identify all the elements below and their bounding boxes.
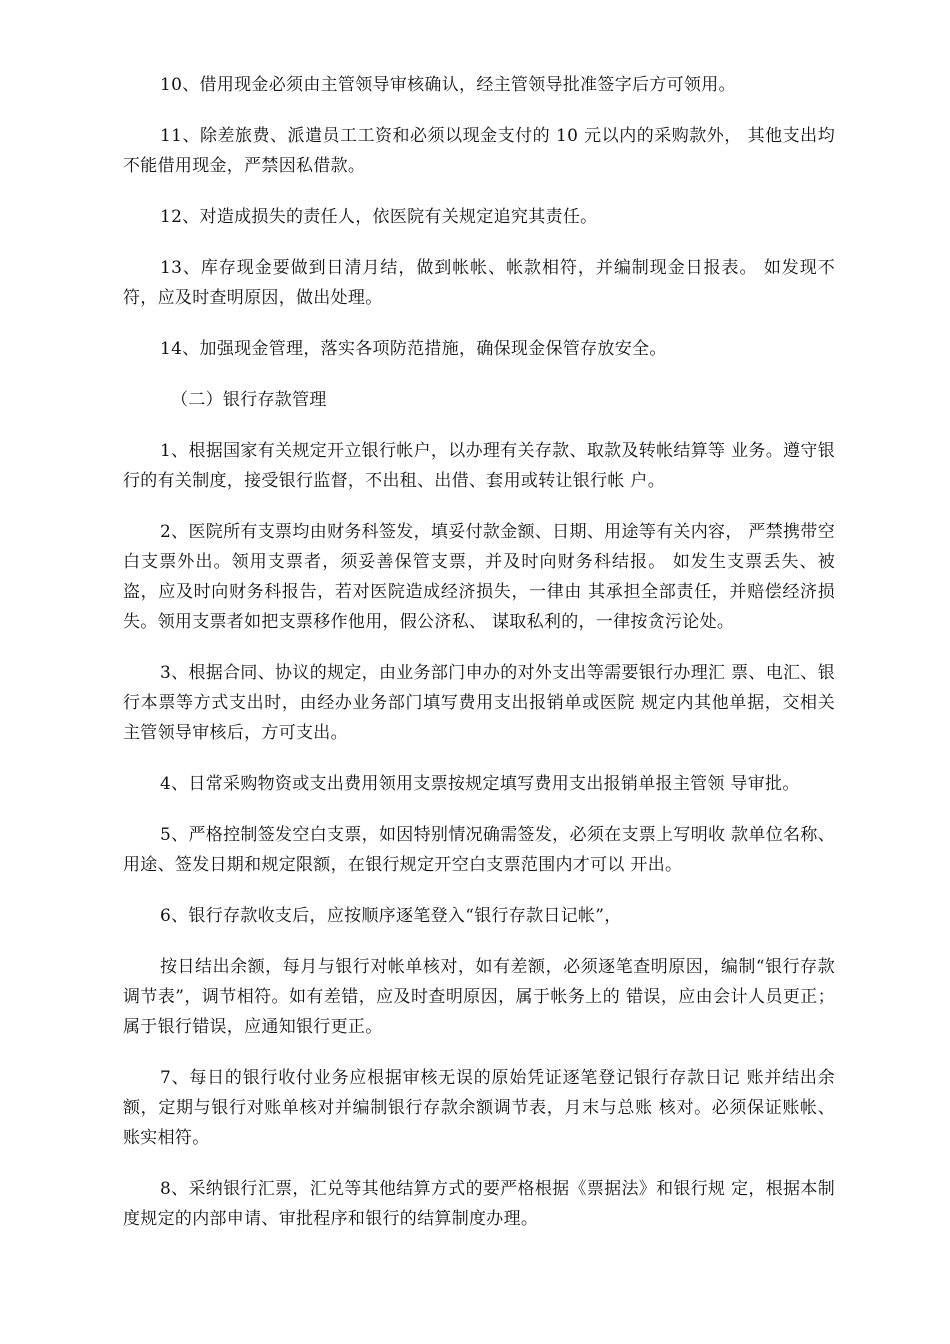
paragraph-bank-6-continued: 按日结出余额，每月与银行对帐单核对，如有差额，必须逐笔查明原因，编制“银行存款调节表”，调节相符。如有差错，应及时查明原因，属于帐务上的 错误，应由会计人员更正；属于银行错误，应通知银行更正。	[123, 957, 835, 1037]
paragraph-bank-1: 1、根据国家有关规定开立银行帐户，以办理有关存款、取款及转帐结算等 业务。遵守银行的有关制度，接受银行监督，不出租、出借、套用或转让银行帐 户。	[123, 441, 835, 491]
paragraph-bank-3: 3、根据合同、协议的规定，由业务部门申办的对外支出等需要银行办理汇 票、电汇、银行本票等方式支出时，由经办业务部门填写费用支出报销单或医院 规定内其他单据，交相关主管领导审核后，方可支出。	[123, 663, 835, 743]
paragraph-bank-8: 8、采纳银行汇票，汇兑等其他结算方式的要严格根据《票据法》和银行规 定，根据本制度规定的内部申请、审批程序和银行的结算制度办理。	[123, 1179, 835, 1229]
document-page	[123, 70, 835, 1255]
paragraph-cash-11: 11、除差旅费、派遣员工工资和必须以现金支付的 10 元以内的采购款外， 其他支出均不能借用现金，严禁因私借款。	[123, 126, 835, 176]
paragraph-cash-13: 13、库存现金要做到日清月结，做到帐帐、帐款相符，并编制现金日报表。 如发现不符，应及时查明原因，做出处理。	[123, 258, 835, 308]
paragraph-bank-4: 4、日常采购物资或支出费用领用支票按规定填写费用支出报销单报主管领 导审批。	[160, 774, 800, 794]
section-heading-bank-deposit: （二）银行存款管理	[171, 390, 327, 410]
paragraph-bank-2: 2、医院所有支票均由财务科签发，填妥付款金额、日期、用途等有关内容， 严禁携带空白支票外出。领用支票者，须妥善保管支票，并及时向财务科结报。 如发生支票丢失、被盗，应及时向财务科报告，若对医院造成经济损失，一律由 其承担全部责任，并赔偿经济损失。领用支票者如把支票移作他用，假公济私、 谋取私利的，一律按贪污论处。	[123, 522, 835, 632]
paragraph-bank-5: 5、严格控制签发空白支票，如因特别情况确需签发，必须在支票上写明收 款单位名称、用途、签发日期和规定限额，在银行规定开空白支票范围内才可以 开出。	[123, 825, 835, 875]
paragraph-cash-12: 12、对造成损失的责任人，依医院有关规定追究其责任。	[160, 207, 598, 227]
paragraph-cash-10: 10、借用现金必须由主管领导审核确认，经主管领导批准签字后方可领用。	[160, 75, 736, 95]
paragraph-cash-14: 14、加强现金管理，落实各项防范措施，确保现金保管存放安全。	[160, 339, 667, 359]
paragraph-bank-7: 7、每日的银行收付业务应根据审核无误的原始凭证逐笔登记银行存款日记 账并结出余额，定期与银行对账单核对并编制银行存款余额调节表，月末与总账 核对。必须保证账帐、账实相符。	[123, 1068, 835, 1148]
paragraph-bank-6: 6、银行存款收支后，应按顺序逐笔登入“银行存款日记帐”，	[160, 906, 622, 926]
